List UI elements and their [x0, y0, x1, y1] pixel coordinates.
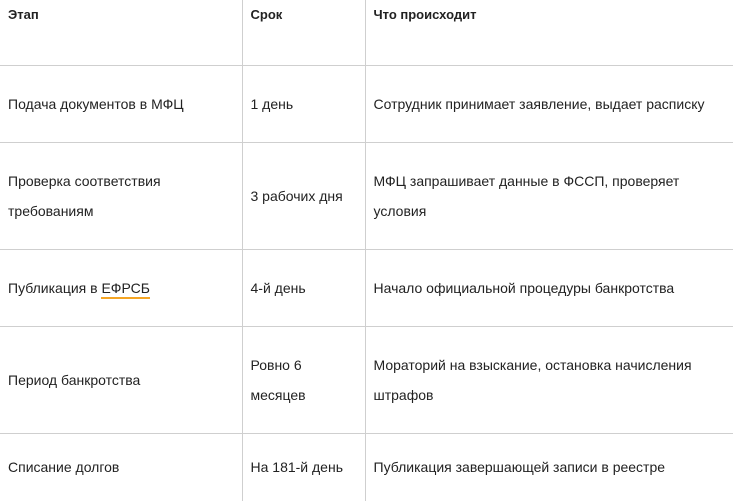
cell-term: 3 рабочих дня — [242, 142, 365, 249]
table-header-row — [0, 0, 733, 65]
cell-term: 1 день — [242, 65, 365, 142]
cell-stage-prefix: Публикация в — [8, 279, 102, 296]
cell-what: Начало официальной процедуры банкротства — [365, 249, 733, 326]
cell-stage: Проверка соответствия требованиям — [0, 142, 242, 249]
efrsb-link[interactable]: ЕФРСБ — [101, 280, 149, 299]
table-row — [0, 142, 733, 249]
cell-term: 4-й день — [242, 249, 365, 326]
header-stage: Этап — [0, 0, 242, 65]
cell-what: Публикация завершающей записи в реестре — [365, 433, 733, 501]
table-row — [0, 65, 733, 142]
cell-what: Сотрудник принимает заявление, выдает расписку — [365, 65, 733, 142]
cell-what: МФЦ запрашивает данные в ФССП, проверяет условия — [365, 142, 733, 249]
header-what: Что происходит — [365, 0, 733, 65]
cell-stage: Списание долгов — [0, 433, 242, 501]
table-row — [0, 249, 733, 326]
table-row — [0, 326, 733, 433]
cell-term: Ровно 6 месяцев — [242, 326, 365, 433]
cell-what: Мораторий на взыскание, остановка начисления штрафов — [365, 326, 733, 433]
cell-stage: Подача документов в МФЦ — [0, 65, 242, 142]
header-term: Срок — [242, 0, 365, 65]
cell-term: На 181-й день — [242, 433, 365, 501]
cell-stage — [0, 249, 242, 326]
cell-stage: Период банкротства — [0, 326, 242, 433]
table-row — [0, 433, 733, 501]
